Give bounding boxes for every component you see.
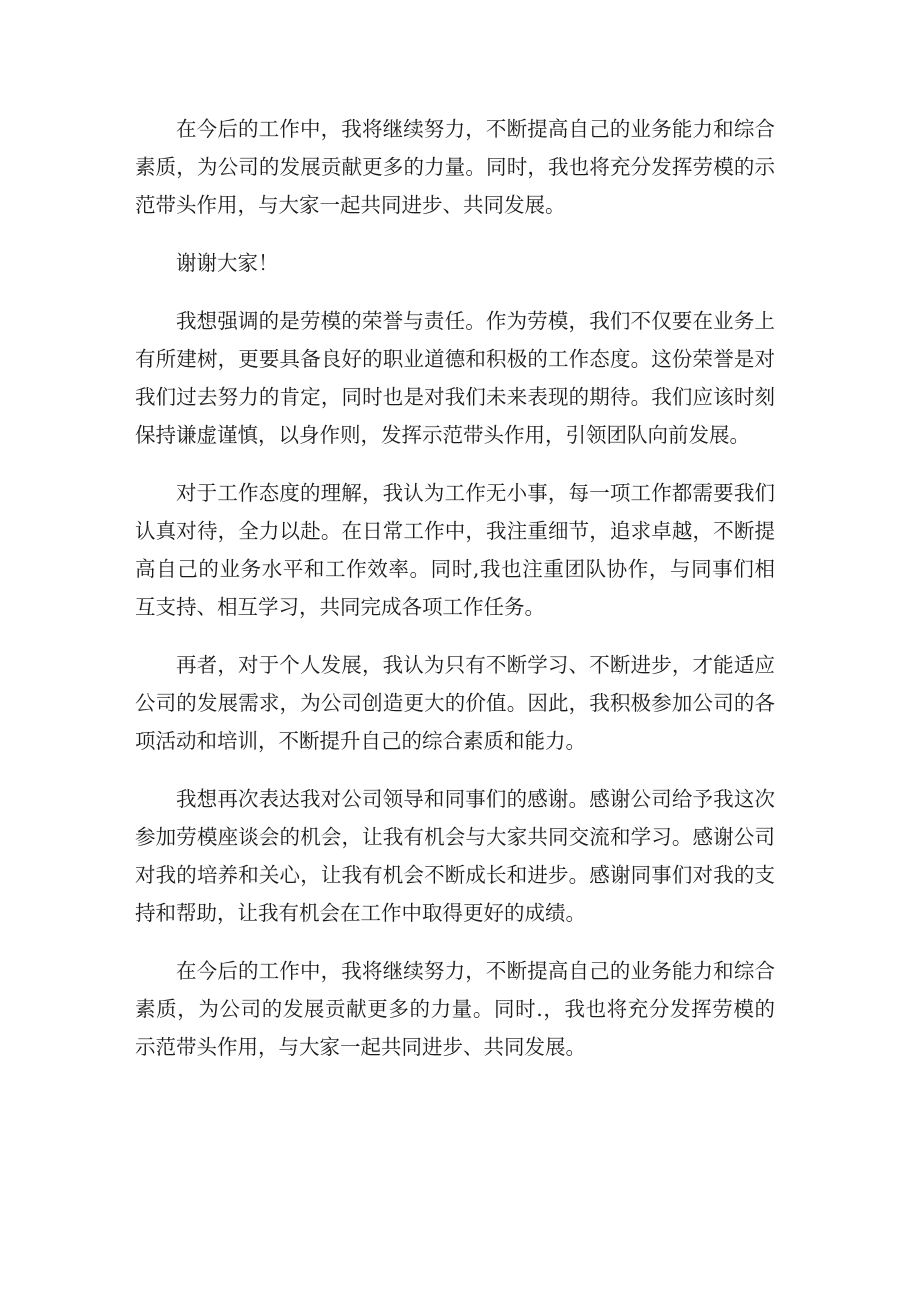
paragraph-personal-development: 再者，对于个人发展，我认为只有不断学习、不断进步，才能适应公司的发展需求，为公司创造更大的价值。因此，我积极参加公司的各项活动和培训，不断提升自己的综合素质和能力。: [135, 653, 775, 753]
paragraph-commitment-repeat: 在今后的工作中，我将继续努力，不断提高自己的业务能力和综合素质，为公司的发展贡献更多的力量。同时.，我也将充分发挥劳模的示范带头作用，与大家一起共同进步、共同发展。: [135, 959, 775, 1059]
paragraph-work-attitude: 对于工作态度的理解，我认为工作无小事，每一项工作都需要我们认真对待，全力以赴。在日常工作中，我注重细节，追求卓越，不断提高自己的业务水平和工作效率。同时,我也注重团队协作，与同事们相互支持、相互学习，共同完成各项工作任务。: [135, 481, 775, 619]
paragraph-gratitude: 我想再次表达我对公司领导和同事们的感谢。感谢公司给予我这次参加劳模座谈会的机会，让我有机会与大家共同交流和学习。感谢公司对我的培养和关心，让我有机会不断成长和进步。感谢同事们对我的支持和帮助，让我有机会在工作中取得更好的成绩。: [135, 787, 775, 925]
document-body: [135, 110, 775, 1086]
paragraph-commitment: 在今后的工作中，我将继续努力，不断提高自己的业务能力和综合素质，为公司的发展贡献更多的力量。同时，我也将充分发挥劳模的示范带头作用，与大家一起共同进步、共同发展。: [135, 117, 775, 217]
paragraph-honor-responsibility: 我想强调的是劳模的荣誉与责任。作为劳模，我们不仅要在业务上有所建树，更要具备良好的职业道德和积极的工作态度。这份荣誉是对我们过去努力的肯定，同时也是对我们未来表现的期待。我们应该时刻保持谦虚谨慎，以身作则，发挥示范带头作用，引领团队向前发展。: [135, 309, 775, 447]
paragraph-thanks: 谢谢大家！: [176, 251, 279, 275]
